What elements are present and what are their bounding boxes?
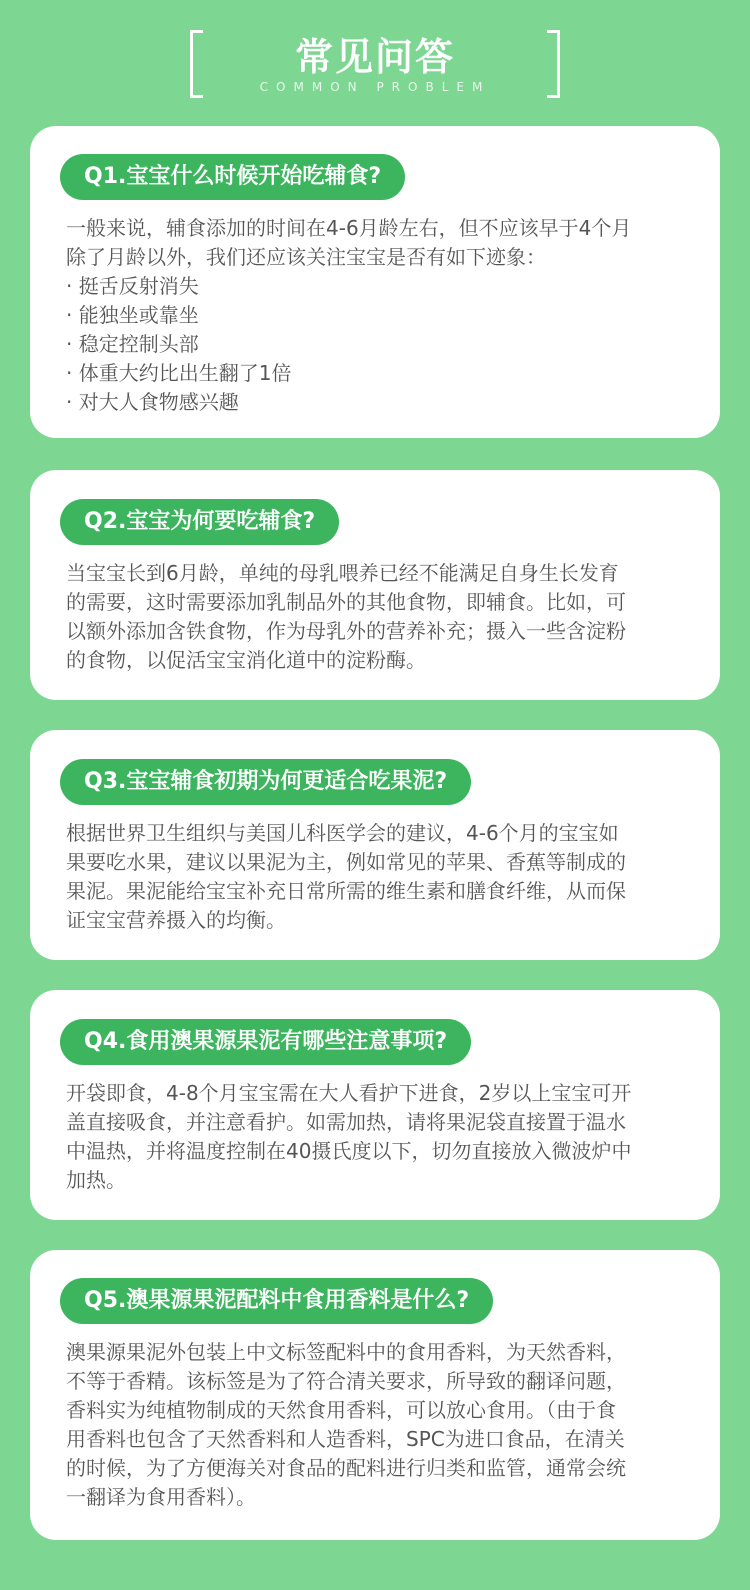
faq-question-5: Q5.澳果源果泥配料中食用香料是什么? (60, 1278, 493, 1324)
faq-answer-2 (66, 559, 690, 675)
faq-answer-1 (66, 214, 690, 417)
answer-line: 盖直接吸食，并注意看护。如需加热，请将果泥袋直接置于温水 (66, 1110, 626, 1134)
answer-line: 中温热，并将温度控制在40摄氏度以下，切勿直接放入微波炉中 (66, 1139, 632, 1163)
answer-line: 一般来说，辅食添加的时间在4-6月龄左右，但不应该早于4个月 (66, 216, 632, 240)
answer-line: 果要吃水果，建议以果泥为主，例如常见的苹果、香蕉等制成的 (66, 850, 626, 874)
faq-answer-4 (66, 1079, 690, 1195)
faq-question-2: Q2.宝宝为何要吃辅食? (60, 499, 339, 545)
faq-card-4 (30, 990, 720, 1220)
answer-line: 的食物，以促活宝宝消化道中的淀粉酶。 (66, 648, 426, 672)
answer-line: 果泥。果泥能给宝宝补充日常所需的维生素和膳食纤维，从而保 (66, 879, 626, 903)
list-item: · 挺舌反射消失 (66, 272, 690, 301)
answer-line: 不等于香精。该标签是为了符合清关要求，所导致的翻译问题， (66, 1369, 626, 1393)
answer-line: 一翻译为食用香料）。 (66, 1485, 256, 1509)
faq-card-3 (30, 730, 720, 960)
faq-question-3: Q3.宝宝辅食初期为何更适合吃果泥? (60, 759, 471, 805)
answer-line: 澳果源果泥外包装上中文标签配料中的食用香料，为天然香料， (66, 1340, 626, 1364)
right-bracket (547, 30, 560, 98)
faq-answer-5 (66, 1338, 690, 1512)
answer-line: 当宝宝长到6月龄，单纯的母乳喂养已经不能满足自身生长发育 (66, 561, 619, 585)
faq-answer-3 (66, 819, 690, 935)
list-item: · 稳定控制头部 (66, 330, 690, 359)
answer-line: 的时候，为了方便海关对食品的配料进行归类和监管，通常会统 (66, 1456, 626, 1480)
faq-card-1 (30, 126, 720, 438)
faq-question-4: Q4.食用澳果源果泥有哪些注意事项? (60, 1019, 471, 1065)
answer-line: 加热。 (66, 1168, 126, 1192)
answer-line: 开袋即食，4-8个月宝宝需在大人看护下进食，2岁以上宝宝可开 (66, 1081, 632, 1105)
page-subtitle: COMMON PROBLEM (259, 80, 491, 94)
list-item: · 能独坐或靠坐 (66, 301, 690, 330)
page-title: 常见问答 (294, 35, 455, 79)
answer-line: 以额外添加含铁食物，作为母乳外的营养补充；摄入一些含淀粉 (66, 619, 626, 643)
answer-line: 用香料也包含了天然香料和人造香料，SPC为进口食品，在清关 (66, 1427, 625, 1451)
answer-line: 根据世界卫生组织与美国儿科医学会的建议，4-6个月的宝宝如 (66, 821, 619, 845)
faq-card-2 (30, 470, 720, 700)
answer-line: 除了月龄以外，我们还应该关注宝宝是否有如下迹象： (66, 245, 546, 269)
sign-list (66, 272, 690, 417)
list-item: · 对大人食物感兴趣 (66, 388, 690, 417)
answer-line: 证宝宝营养摄入的均衡。 (66, 908, 286, 932)
answer-line: 香料实为纯植物制成的天然食用香料，可以放心食用。（由于食 (66, 1398, 616, 1422)
faq-card-5 (30, 1250, 720, 1540)
header (0, 0, 750, 110)
faq-question-1: Q1.宝宝什么时候开始吃辅食? (60, 154, 405, 200)
answer-line: 的需要，这时需要添加乳制品外的其他食物，即辅食。比如，可 (66, 590, 626, 614)
list-item: · 体重大约比出生翻了1倍 (66, 359, 690, 388)
